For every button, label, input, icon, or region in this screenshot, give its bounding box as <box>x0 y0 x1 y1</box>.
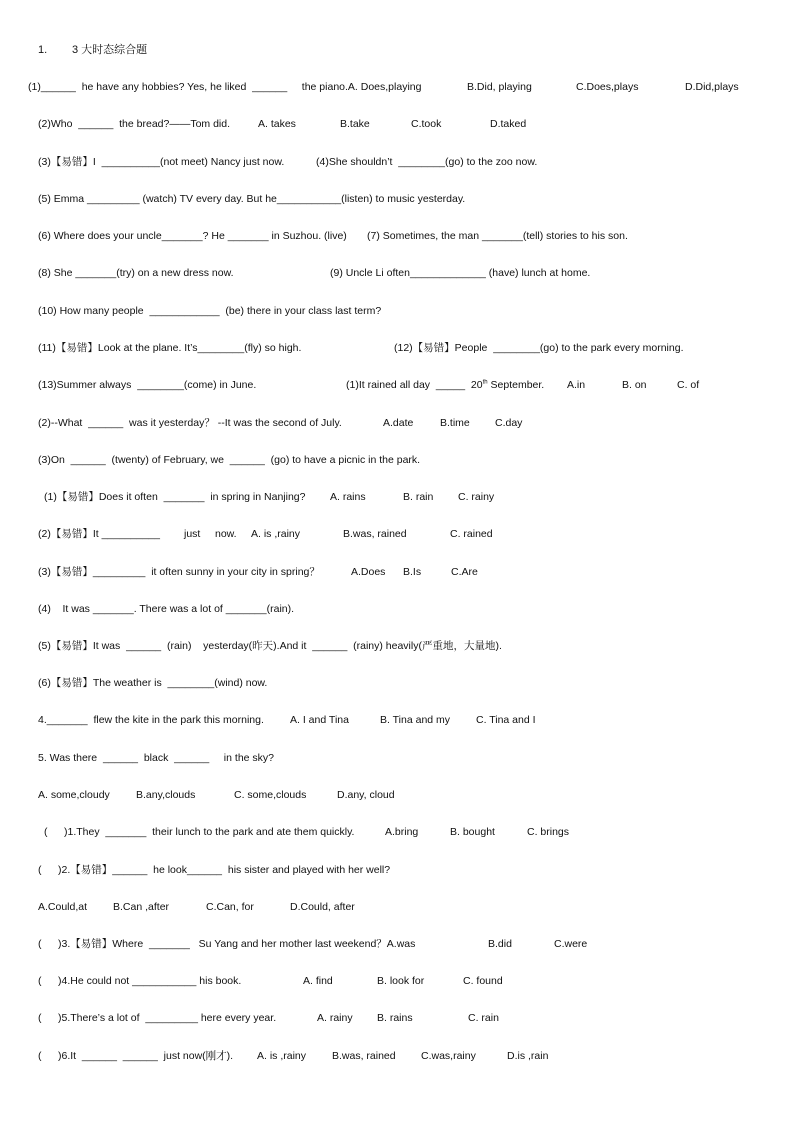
question-text: (13)Summer always ________(come) in June. <box>38 379 257 391</box>
option-b: B.Did, playing <box>467 81 532 93</box>
option-a: A. takes <box>258 118 296 130</box>
question-text: now. <box>215 528 237 540</box>
question-text: (2)--What ______ was it yesterday？ --It was the second of July. <box>38 417 342 429</box>
option-b: B.was, rained <box>343 528 407 540</box>
option-c: C. of <box>677 379 700 391</box>
question-text: (4)She shouldn’t ________(go) to the zoo now. <box>316 156 538 168</box>
question-text: (3)【易错】_________ it often sunny in your city in spring？ <box>38 566 320 578</box>
option-b: B.time <box>440 417 470 429</box>
option-b: B.any,clouds <box>136 789 196 801</box>
option-c: C. brings <box>527 826 570 838</box>
question-text: 5. Was there ______ black ______ in the sky? <box>38 752 275 764</box>
option-a: A. I and Tina <box>290 714 349 726</box>
option-b: B.was, rained <box>332 1050 396 1062</box>
question-text: (2)【易错】It __________ <box>38 528 160 540</box>
option-b: B.Can ,after <box>113 901 170 913</box>
option-a: A.Could,at <box>38 901 88 913</box>
option-c: C. rainy <box>458 491 495 503</box>
question-text: (3)【易错】I __________(not meet) Nancy just now. <box>38 156 285 168</box>
answer-bracket: ( <box>38 1012 42 1024</box>
question-text: (3)On ______ (twenty) of February, we ______ (go) to have a picnic in the park. <box>38 454 421 466</box>
option-a: A. some,cloudy <box>38 789 110 801</box>
answer-bracket: ( <box>38 1050 42 1062</box>
question-text: (12)【易错】People ________(go) to the park every morning. <box>394 342 684 354</box>
question-text: )1.They _______ their lunch to the park and ate them quickly. <box>64 826 355 838</box>
option-a: A. rainy <box>317 1012 353 1024</box>
question-text: (1)It rained all day _____ 20th September. <box>346 379 545 391</box>
answer-bracket: ( <box>38 938 42 950</box>
question-text: (2)Who ______ the bread?——Tom did. <box>38 118 231 130</box>
option-c: C. rained <box>450 528 493 540</box>
answer-bracket: ( <box>38 975 42 987</box>
answer-bracket: ( <box>44 826 48 838</box>
option-c: C. Tina and I <box>476 714 536 726</box>
question-text: (8) She _______(try) on a new dress now. <box>38 267 234 279</box>
option-a: A.date <box>383 417 414 429</box>
question-text: )5.There’s a lot of _________ here every year. <box>58 1012 277 1024</box>
question-text: (10) How many people ____________ (be) there in your class last term? <box>38 305 382 317</box>
option-d: D.any, cloud <box>337 789 395 801</box>
question-text: )6.It ______ ______ just now(刚才). <box>58 1050 234 1062</box>
option-c: C. some,clouds <box>234 789 307 801</box>
question-text: (6) Where does your uncle_______? He _______ in Suzhou. (live) <box>38 230 347 242</box>
option-d: D.Did,plays <box>685 81 739 93</box>
option-b: B. on <box>622 379 647 391</box>
option-c: C. rain <box>468 1012 499 1024</box>
option-c: C.Does,plays <box>576 81 639 93</box>
question-text: )4.He could not ___________ his book. <box>58 975 242 987</box>
answer-bracket: ( <box>38 864 42 876</box>
option-a: A.in <box>567 379 586 391</box>
option-c: C.Are <box>451 566 478 578</box>
option-b: B. rain <box>403 491 434 503</box>
question-text: (1)【易错】Does it often _______ in spring in Nanjing? <box>44 491 306 503</box>
option-a: A. is ,rainy <box>251 528 301 540</box>
option-d: D.is ,rain <box>507 1050 549 1062</box>
option-b: B. bought <box>450 826 495 838</box>
question-text: (4) It was _______. There was a lot of _______(rain). <box>38 603 295 615</box>
option-b: B. rains <box>377 1012 413 1024</box>
option-b: B. look for <box>377 975 425 987</box>
question-text: (6)【易错】The weather is ________(wind) now. <box>38 677 268 689</box>
question-text: (5)【易错】It was ______ (rain) yesterday(昨天).And it ______ (rainy) heavily(严重地，大量地). <box>38 640 502 652</box>
question-text: )2.【易错】______ he look______ his sister and played with her well? <box>58 864 391 876</box>
question-text: (11)【易错】Look at the plane. It’s________(fly) so high. <box>38 342 302 354</box>
question-text: (5) Emma _________ (watch) TV every day. But he___________(listen) to music yesterday. <box>38 193 466 205</box>
option-c: C.took <box>411 118 442 130</box>
question-text: (9) Uncle Li often_____________ (have) lunch at home. <box>330 267 591 279</box>
option-a: A. rains <box>330 491 366 503</box>
option-b: B.take <box>340 118 370 130</box>
option-c: C.was,rainy <box>421 1050 476 1062</box>
heading-number: 1. <box>38 44 48 56</box>
option-c: C.day <box>495 417 523 429</box>
option-b: B.did <box>488 938 512 950</box>
option-a: A.bring <box>385 826 419 838</box>
question-text: just <box>184 528 201 540</box>
option-c: C. found <box>463 975 503 987</box>
heading-title: 3 大时态综合题 <box>72 44 148 56</box>
option-b: B. Tina and my <box>380 714 451 726</box>
option-d: D.taked <box>490 118 527 130</box>
option-c: C.Can, for <box>206 901 254 913</box>
option-a: A.Does <box>351 566 386 578</box>
option-b: B.Is <box>403 566 422 578</box>
option-d: D.Could, after <box>290 901 355 913</box>
question-text: (7) Sometimes, the man _______(tell) stories to his son. <box>367 230 628 242</box>
question-text: 4._______ flew the kite in the park this morning. <box>38 714 264 726</box>
question-text: )3.【易错】Where _______ Su Yang and her mother last weekend？A.was <box>58 938 416 950</box>
option-c: C.were <box>554 938 588 950</box>
question-text: (1)______ he have any hobbies? Yes, he liked ______ the piano.A. Does,playing <box>28 81 422 93</box>
option-a: A. find <box>303 975 333 987</box>
option-a: A. is ,rainy <box>257 1050 307 1062</box>
